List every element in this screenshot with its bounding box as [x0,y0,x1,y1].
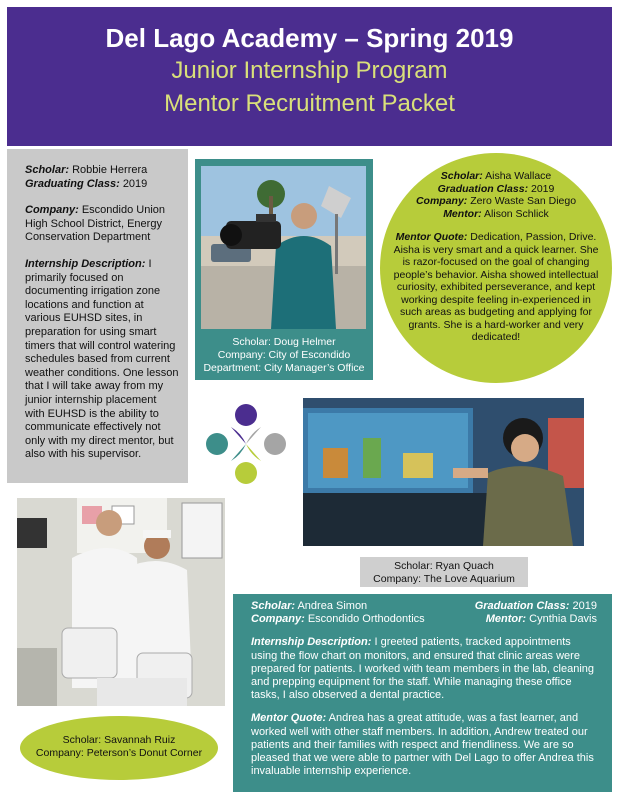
left-profile-box [7,149,188,483]
scholar-label: Scholar: [25,164,70,176]
class-year: 2019 [122,177,148,190]
teal-row-2 [251,613,597,626]
photo1-department: Department: City Manager’s Office [203,362,365,374]
mentor-label: Mentor: [485,613,527,626]
teal-profile-box [233,594,612,792]
page-subtitle-program: Junior Internship Program [171,57,448,84]
company-name: Escondido Orthodontics [307,613,425,626]
description-label: Internship Description: [25,257,146,270]
aquarium-photo [303,398,584,546]
scholar-label: Scholar: [440,170,483,182]
page-subtitle-packet: Mentor Recruitment Packet [164,90,455,117]
quote-label: Mentor Quote: [395,231,468,243]
company-label: Company: [415,195,468,207]
photo3-caption [20,734,218,760]
mentor-name: Alison Schlick [484,207,549,220]
photo3-company: Company: Peterson’s Donut Corner [35,747,203,759]
company-label: Company: [251,613,305,626]
class-label: Graduation Class: [437,182,529,195]
mentor-label: Mentor: [443,207,482,220]
page-title: Del Lago Academy – Spring 2019 [105,23,514,53]
description-label: Internship Description: [251,636,372,649]
company-name: Zero Waste San Diego [470,195,577,207]
company-name: Escondido Union High School District, Energy Conservation Department [25,204,166,244]
camera-operator-photo [201,166,366,329]
scholar-label: Scholar: [251,600,296,612]
quote-text: Andrea has a great attitude, was a fast learner, and worked well with other staff members. In addition, Andrew treated our patients and their families with respect and friendliness. We are so pleased that we were able to partner with Del Lago to offer Andrea this invaluable internship experience. [251,712,594,778]
scholar-name: Andrea Simon [297,600,368,612]
class-year: 2019 [531,182,555,195]
photo2-caption [360,557,528,587]
scholar-name: Robbie Herrera [72,164,148,176]
description-text: I greeted patients, tracked appointments using the flow chart on monitors, and ensured that clinic areas were prepared for patients. I worked with team members in the lab, cleaning and prepping equipment for the staff. While managing these office tasks, I also observed a dental practice. [251,636,595,702]
quote-text: Dedication, Passion, Drive. Aisha is very smart and a quick learner. She is razor-focused on the goal of changing people’s behavior. Aisha showed intellectual curiosity, exhibited perseverance, and kept working despite feeling in-experienced in such areas as budgeting and applying for grants. She is a hard-worker and very dedicated! [393,231,599,343]
class-label: Graduation Class: [474,600,570,612]
class-year: 2019 [572,600,597,612]
oval-profile-text [392,170,600,355]
photo3-scholar: Scholar: Savannah Ruiz [62,734,176,746]
class-label: Graduating Class: [25,177,120,190]
scholar-name: Aisha Wallace [485,170,552,182]
quote-label: Mentor Quote: [251,712,327,725]
photo1-caption [195,336,373,375]
photo1-company: Company: City of Escondido [217,349,351,361]
photo2-company: Company: The Love Aquarium [373,573,515,585]
teal-row-1 [251,600,597,613]
academy-logo-icon [205,403,287,485]
header-banner [7,7,612,146]
description-text: I primarily focused on documenting irrigation zone locations and function at various EUHSD sites, in preparation for using smart timers that will control watering schedules based from current weather conditions. One lesson that I will take away from my junior internship placement with EUHSD is the ability to communicate effectively not only with my direct mentor, but also with his supervisor. [25,257,179,461]
photo1-scholar: Scholar: Doug Helmer [232,336,336,348]
photo2-scholar: Scholar: Ryan Quach [394,560,494,572]
company-label: Company: [25,204,79,217]
mentor-name: Cynthia Davis [529,613,597,626]
donut-shop-photo [17,498,225,706]
